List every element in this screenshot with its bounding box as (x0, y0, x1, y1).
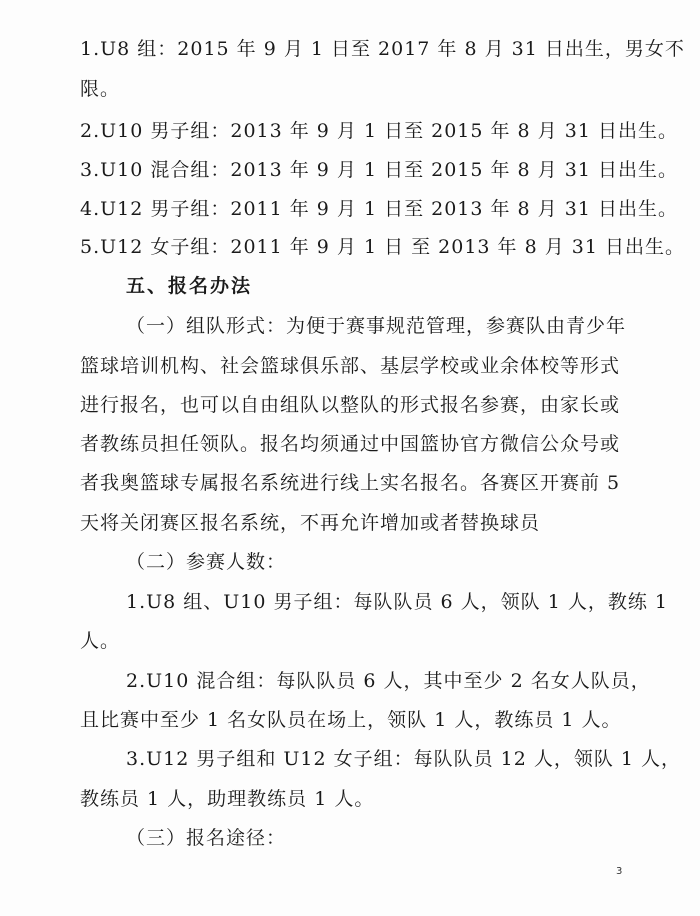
text-line: 1.U8 组：2015 年 9 月 1 日至 2017 年 8 月 31 日出生，男女不 (80, 38, 685, 60)
text-line: 人。 (80, 630, 121, 652)
text-line: 4.U12 男子组：2011 年 9 月 1 日至 2013 年 8 月 31 日出生。 (80, 198, 678, 220)
section-heading: 五、报名办法 (126, 275, 253, 297)
text-line: 5.U12 女子组：2011 年 9 月 1 日 至 2013 年 8 月 31 日出生。 (80, 236, 685, 258)
text-line: 2.U10 男子组：2013 年 9 月 1 日至 2015 年 8 月 31 日出生。 (80, 120, 678, 142)
text-line: 篮球培训机构、社会篮球俱乐部、基层学校或业余体校等形式 (80, 355, 621, 377)
text-line: 者教练员担任领队。报名均须通过中国篮协官方微信公众号或 (80, 433, 621, 455)
text-line: （一）组队形式：为便于赛事规范管理，参赛队由青少年 (126, 315, 627, 337)
text-line: 且比赛中至少 1 名女队员在场上，领队 1 人，教练员 1 人。 (80, 709, 622, 731)
text-line: 教练员 1 人，助理教练员 1 人。 (80, 788, 375, 810)
text-line: 限。 (80, 78, 121, 100)
text-line: 2.U10 混合组：每队队员 6 人，其中至少 2 名女人队员， (126, 670, 651, 692)
subsection-heading: （三）报名途径： (126, 827, 287, 849)
text-line: 进行报名，也可以自由组队以整队的形式报名参赛，由家长或 (80, 394, 621, 416)
text-line: 3.U10 混合组：2013 年 9 月 1 日至 2015 年 8 月 31 日出生。 (80, 159, 678, 181)
text-line: 者我奥篮球专属报名系统进行线上实名报名。各赛区开赛前 5 (80, 472, 621, 494)
text-line: 天将关闭赛区报名系统，不再允许增加或者替换球员 (80, 512, 541, 534)
page-number: 3 (616, 866, 623, 877)
text-line: 3.U12 男子组和 U12 女子组：每队队员 12 人，领队 1 人， (126, 748, 682, 770)
subsection-heading: （二）参赛人数： (126, 551, 287, 573)
text-line: 1.U8 组、U10 男子组：每队队员 6 人，领队 1 人，教练 1 (126, 591, 668, 613)
